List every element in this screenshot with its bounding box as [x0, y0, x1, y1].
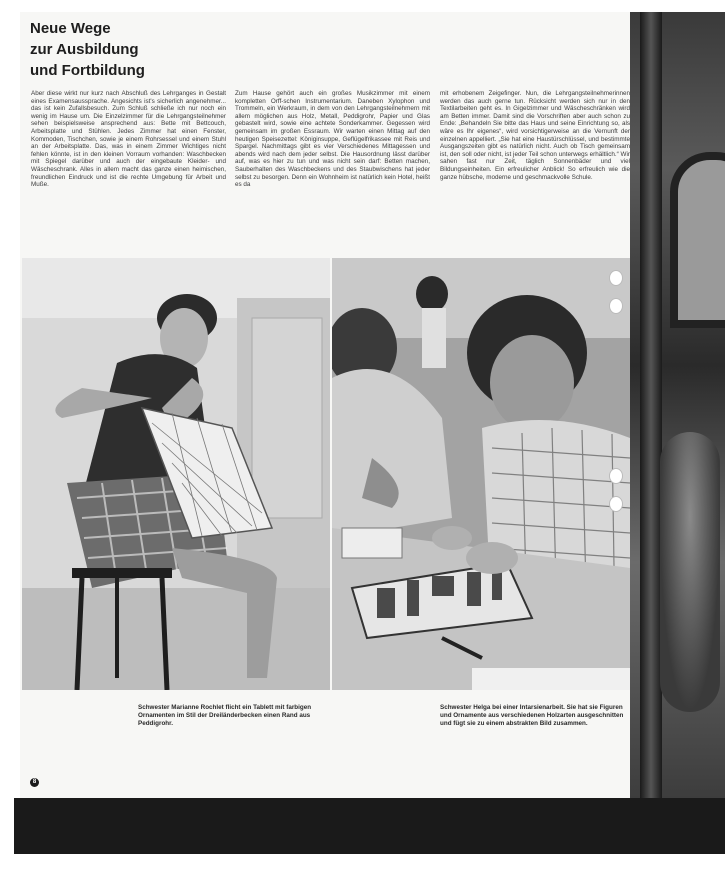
article-title [30, 18, 230, 81]
binder-hole [609, 468, 623, 484]
photo-caption-right: Schwester Helga bei einer Intarsienarbeit. Sie hat sie Figuren und Ornamente aus verschiedenen Holzarten ausgeschnitten und fügt sie zu einem abstrakten Bild zusammen. [440, 704, 624, 727]
title-line: und Fortbildung [30, 62, 145, 79]
title-line: zur Ausbildung [30, 41, 139, 58]
text-column-3: mit erhobenem Zeigefinger. Nun, die Lehrgangsteilnehmerinnen werden das auch gerne tun. Rücksicht werden sich nur in den Textilarbeiten geht es. In Gigelzimmer und Wäscheschränken wird am Betten immer. Damit sind die Vorschriften aber auch schon zu Ende: „Behandeln Sie bitte das Haus und seine Einrichtung so, als wäre es Ihr eigenes“, wird vorsichtigerweise an die Vernunft der einzelnen appelliert. „Sie hat eine Haustürschlüssel, und bestimmte Ausgangszeiten gibt es natürlich nicht. Auch ob Tisch gemeinsam ist, den soll oder nicht, ist jeder Teil schon unterwegs erhältlich.“ Wir sahen fast nur Zeit, täglich Sonnenbäder und viel Bildungseinheiten. Ein erfreulicher Anblick! So erfreulich wie die ganze hübsche, moderne und geschmackvolle Schule. [440, 90, 630, 181]
photo-intarsia-image [332, 258, 630, 690]
adjacent-page-photo [630, 12, 725, 798]
scan-bottom-strip [14, 798, 725, 854]
photo-weaving [22, 258, 330, 690]
page-number: 8 [30, 778, 39, 787]
photo-arch [670, 152, 725, 328]
text-column-2: Zum Hause gehört auch ein großes Musikzimmer mit einem kompletten Orff-schen Instrumentarium. Daneben Xylophon und Trommeln, ein Werkraum, in dem von den Lehrgangsteilnehmern mit allem möglichen aus Holz, Metall, Peddigrohr, Papier und Glas gebastelt wird, sowie eine achtete Sonderkammer. Gegessen wird gemeinsam im großen Essraum. Wir warten einen Mittag auf den heutigen Speisezettel: Königinsuppe, Geflügelfrikassee mit Reis und Spargel. Nachmittags gibt es vier Verschiedenes Mittagessen und abends wird nach dem jeder selbst. Die Hausordnung lässt darüber auf, was es hier zu tun und was nicht sein darf: Betten machen, Sauberhalten des Waschbeckens und des Staubwischens hat jeder selbst zu besorgen. Denn ein Wohnheim ist natürlich kein Hotel, heißt es da [235, 90, 430, 189]
text-column-1: Aber diese wirkt nur kurz nach Abschluß des Lehrganges in Gestalt eines Examensaussprache. Angesichts ist's sicherlich angenehmer... das ist kein Zufallsbesuch. Zum Schluß schließe ich nur noch ein wenig im Hause um. Die Einzelzimmer für die Lehrgangsteilnehmer sehen beispielsweise ansprechend aus: Bette mit Bettcouch, Arbeitsplatte und Stühlen. Jedes Zimmer hat einen Fenster, Kommoden, Tischchen, sowie je einem Rohrsessel und einem Stuhl an der Arbeitsplatte. Das, was in einem Zimmer Wichtiges nicht fehlen könnte, ist in den kleinen Vorraum vorhanden: Waschbecken mit Spiegel darüber und auch der eingebaute Kleider- und Wäscheschrank. Alles in allem macht das ganze einen heimischen, freundlichen Eindruck und ist die rechte Umgebung für Arbeit und Muße. [31, 90, 226, 189]
title-line: Neue Wege [30, 20, 111, 37]
photo-caption-left: Schwester Marianne Rochlet flicht ein Tablett mit farbigen Ornamenten im Stil der Dreiländerbecken einen Rand aus Peddigrohr. [138, 704, 312, 727]
photo-figure [660, 432, 720, 712]
binder-hole [609, 298, 623, 314]
binder-hole [609, 270, 623, 286]
photo-intarsia [332, 258, 630, 690]
photo-pole [640, 12, 662, 798]
photo-weaving-image [22, 258, 330, 690]
binder-hole [609, 496, 623, 512]
